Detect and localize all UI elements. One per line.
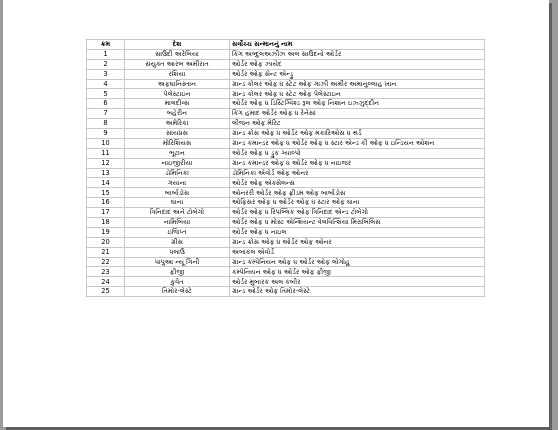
cell-award: ઓર્ડર ઓફ ધ નાઇલ (230, 227, 485, 237)
cell-country: પલાઉ (125, 247, 230, 257)
cell-serial: 20 (87, 237, 125, 247)
cell-serial: 21 (87, 247, 125, 257)
table-row (87, 49, 485, 59)
cell-award: ગ્રાન્ડ કમાન્ડર ઓફ ધ ઓર્ડર ઓફ ધ સ્ટાર એન્ડ કી ઓફ ધ ઇન્ડિયન ઓશન (230, 138, 485, 148)
cell-country: માલદીવ્સ (125, 99, 230, 109)
cell-serial: 8 (87, 119, 125, 129)
cell-serial: 10 (87, 138, 125, 148)
cell-country: અમેરિકા (125, 119, 230, 129)
table-row (87, 59, 485, 69)
cell-award: લીજન ઓફ મેરિટ (230, 119, 485, 129)
table-row (87, 287, 485, 297)
cell-award: કિંગ હમાદ ઓર્ડર ઓફ ધ રેનેસાં (230, 109, 485, 119)
cell-country: નાઇજીરીયા (125, 158, 230, 168)
cell-award: ગ્રાન્ડ કમાન્ડર ઓફ ધ ઓર્ડર ઓફ ધ નાઇજર (230, 158, 485, 168)
cell-award: ઓર્ડર ઓફ એક્સેલન્સ (230, 178, 485, 188)
table-row (87, 99, 485, 109)
cell-award: ગ્રાન્ડ કમ્પેનિયન ઓફ ધ ઓર્ડર ઓફ લોગોહુ (230, 257, 485, 267)
table-row (87, 79, 485, 89)
cell-serial: 19 (87, 227, 125, 237)
header-serial: ક્રમ (87, 40, 125, 50)
cell-country: નામિબિયા (125, 218, 230, 228)
cell-country: ગયાના (125, 178, 230, 188)
cell-serial: 23 (87, 267, 125, 277)
table-row (87, 89, 485, 99)
table-row (87, 208, 485, 218)
cell-award: ઓર્ડર મુબારક અલ કબીર (230, 277, 485, 287)
cell-serial: 7 (87, 109, 125, 119)
cell-serial: 14 (87, 178, 125, 188)
table-row (87, 119, 485, 129)
cell-country: અફઘાનિસ્તાન (125, 79, 230, 89)
table-row (87, 237, 485, 247)
cell-award: ગ્રાન્ડ કોલર ઓફ ધ સ્ટેટ ઓફ ગાઝી અમીર અમાનુલ્લાહ ખાન (230, 79, 485, 89)
cell-award: ઓર્ડર ઓફ ઝાયેદ (230, 59, 485, 69)
cell-country: તિમોર-લેસ્ટે (125, 287, 230, 297)
cell-award: ઓર્ડર ઓફ ધ ડ્રુક ગ્યાલ્પો (230, 148, 485, 158)
table-row (87, 277, 485, 287)
cell-award: કમ્પેનિયન ઓફ ધ ઓર્ડર ઓફ ફીજી (230, 267, 485, 277)
cell-serial: 2 (87, 59, 125, 69)
cell-serial: 1 (87, 49, 125, 59)
cell-serial: 18 (87, 218, 125, 228)
table-body (87, 49, 485, 296)
cell-country: બહેરીન (125, 109, 230, 119)
table-row (87, 148, 485, 158)
table-row (87, 109, 485, 119)
header-award: સર્વોચ્ચ સન્માનનું નામ (230, 40, 485, 50)
table-header-row (87, 40, 485, 50)
table-row (87, 69, 485, 79)
cell-serial: 24 (87, 277, 125, 287)
cell-serial: 25 (87, 287, 125, 297)
cell-serial: 15 (87, 188, 125, 198)
cell-country: સંયુક્ત આરબ અમીરાત (125, 59, 230, 69)
cell-award: ઓર્ડર ઓફ સેન્ટ એન્ડ્રુ (230, 69, 485, 79)
table-row (87, 198, 485, 208)
cell-serial: 9 (87, 129, 125, 139)
awards-table (86, 39, 485, 297)
cell-award: ગ્રાન્ડ ક્રોસ ઓફ ધ ઓર્ડર ઓફ મકારિઓસ ધ થર્ડ (230, 129, 485, 139)
document-page (3, 0, 549, 427)
table-row (87, 247, 485, 257)
cell-country: સાયપ્રસ (125, 129, 230, 139)
cell-country: ડોમિનિકા (125, 168, 230, 178)
cell-serial: 4 (87, 79, 125, 89)
cell-country: ગ્રીસ (125, 237, 230, 247)
cell-award: ગ્રાન્ડ ઓર્ડર ઓફ તિમોર-લેસ્ટે (230, 287, 485, 297)
cell-country: ત્રિનિદાદ અને ટોબેગો (125, 208, 230, 218)
table-row (87, 267, 485, 277)
cell-serial: 3 (87, 69, 125, 79)
table-row (87, 218, 485, 228)
cell-serial: 6 (87, 99, 125, 109)
table-row (87, 178, 485, 188)
cell-award: ઓફિસર ઓફ ધ ઓર્ડર ઓફ ધ સ્ટાર ઓફ ઘાના (230, 198, 485, 208)
header-country: દેશ (125, 40, 230, 50)
cell-award: ડોમિનિકા એવોર્ડ ઓફ ઓનર (230, 168, 485, 178)
cell-serial: 13 (87, 168, 125, 178)
cell-country: પાપુઆ ન્યૂ ગિની (125, 257, 230, 267)
cell-serial: 17 (87, 208, 125, 218)
table-row (87, 158, 485, 168)
cell-country: બાર્બાડોસ (125, 188, 230, 198)
table-row (87, 138, 485, 148)
cell-award: ઓર્ડર ઓફ ધ ડિસ્ટિંગ્વિશ્ડ રૂલ ઓફ નિશાન ઇઝ્ઝુદ્દીન (230, 99, 485, 109)
cell-country: ઘાના (125, 198, 230, 208)
table-row (87, 227, 485, 237)
cell-award: ઓર્ડર ઓફ ધ રિપબ્લિક ઓફ ત્રિનિદાદ એન્ડ ટોબેગો (230, 208, 485, 218)
cell-serial: 16 (87, 198, 125, 208)
cell-country: કુવૈત (125, 277, 230, 287)
cell-award: ઓનરરી ઓર્ડર ઓફ ફ્રીડમ ઓફ બાર્બાડોસ (230, 188, 485, 198)
cell-serial: 5 (87, 89, 125, 99)
cell-country: ભૂટાન (125, 148, 230, 158)
table-row (87, 168, 485, 178)
cell-country: મોરિશિયસ (125, 138, 230, 148)
cell-serial: 11 (87, 148, 125, 158)
cell-country: સાઉદી અરેબિયા (125, 49, 230, 59)
cell-country: પેલેસ્ટાઇન (125, 89, 230, 99)
cell-award: ગ્રાન્ડ ક્રોસ ઓફ ધ ઓર્ડર ઓફ ઓનર (230, 237, 485, 247)
table-row (87, 188, 485, 198)
cell-award: કિંગ અબ્દુલઅઝીઝ અલ સાઉદનો ઓર્ડર (230, 49, 485, 59)
cell-country: રશિયા (125, 69, 230, 79)
table-row (87, 257, 485, 267)
cell-award: અબાકલ એવોર્ડ (230, 247, 485, 257)
cell-award: ઓર્ડર ઓફ ધ મોસ્ટ એન્શિયન્ટ વેલવિત્શિયા મિરાબિલિસ (230, 218, 485, 228)
cell-country: ઇજિપ્ત (125, 227, 230, 237)
cell-country: ફીજી (125, 267, 230, 277)
cell-serial: 12 (87, 158, 125, 168)
cell-award: ગ્રાન્ડ કોલર ઓફ ધ સ્ટેટ ઓફ પેલેસ્ટાઇન (230, 89, 485, 99)
table-row (87, 129, 485, 139)
cell-serial: 22 (87, 257, 125, 267)
